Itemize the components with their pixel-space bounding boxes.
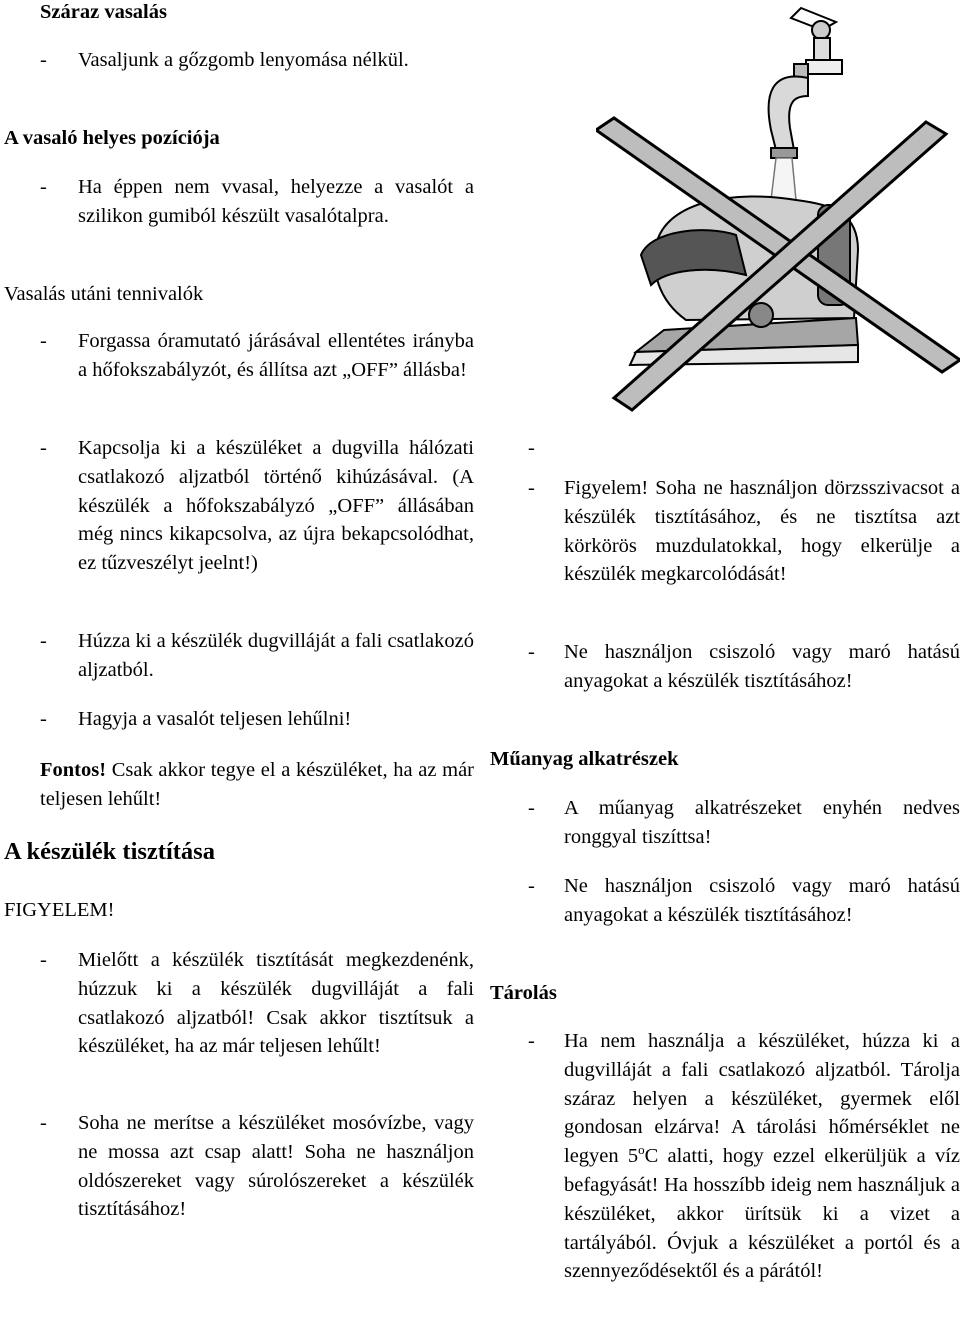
list-item: - Ha nem használja a készüléket, húzza ki a dugvilláját a fali csatlakozó aljzatból. Tárolja száraz helyen a készüléket, gyermek elől gondosan elzárva! A tárolási hőmérséklet ne legyen 5$^o$C alatti, hogy ezzel elkerüljük a víz befagyását! Ha hosszíbb ideig nem használjuk a készüléket, akkor ürítsük ki a vizet a tartályából. Óvjuk a készüléket a portól és a szennyeződésektől és a párától! <box>528 1030 960 1283</box>
important-label: Fontos! <box>40 759 107 781</box>
list-item: - Ha éppen nem vvasal, helyezze a vasalót a szilikon gumiból készült vasalótalpra. <box>40 176 474 227</box>
list-item: - Mielőtt a készülék tisztítását megkezdenénk, húzzuk ki a készülék dugvilláját a fali csatlakozó aljzatból! Csak akkor tisztítsuk a készüléket, ha az már teljesen lehűlt! <box>40 949 474 1058</box>
list-item: - A műanyag alkatrészeket enyhén nedves ronggyal tiszíttsa! <box>528 797 960 848</box>
heading-plastic-parts: Műanyag alkatrészek <box>490 748 679 770</box>
list-item: - Vasaljunk a gőzgomb lenyomása nélkül. <box>40 49 409 71</box>
heading-storage: Tárolás <box>490 982 557 1004</box>
iron-under-tap-crossed-icon <box>596 0 960 412</box>
list-item: - Ne használjon csiszoló vagy maró hatású anyagokat a készülék tisztításához! <box>528 641 960 692</box>
empty-list-item: - <box>528 437 535 459</box>
list-item: - Ne használjon csiszoló vagy maró hatású anyagokat a készülék tisztításához! <box>528 875 960 926</box>
important-note: Fontos! Csak akkor tegye el a készüléket, ha az már teljesen lehűlt! <box>40 759 474 810</box>
heading-dry-ironing: Száraz vasalás <box>40 1 167 23</box>
heading-iron-position: A vasaló helyes pozíciója <box>4 127 220 149</box>
heading-after-ironing: Vasalás utáni tennivalók <box>4 283 204 305</box>
list-item: - Húzza ki a készülék dugvilláját a fali csatlakozó aljzatból. <box>40 630 474 681</box>
list-item: - Kapcsolja ki a készüléket a dugvilla hálózati csatlakozó aljzatból történő kihúzásával. (A készülék a hőfokszabályzó „OFF” állásában még nincs kikapcsolva, az újra bekapcsolódhat, ez tűzveszélyt jeelnt!) <box>40 437 474 575</box>
heading-cleaning: A készülék tisztítása <box>4 838 215 865</box>
warning-label: FIGYELEM! <box>4 899 115 921</box>
list-item: - Forgassa óramutató járásával ellentétes irányba a hőfokszabályzót, és állítsa azt „OFF” állásba! <box>40 330 474 381</box>
list-item: - Hagyja a vasalót teljesen lehűlni! <box>40 708 352 730</box>
list-item: - Soha ne merítse a készüléket mosóvízbe, vagy ne mossa azt csap alatt! Soha ne használjon oldószereket vagy súrolószereket a készülék tisztításához! <box>40 1112 474 1221</box>
list-item: - Figyelem! Soha ne használjon dörzsszivacsot a készülék tisztításához, és ne tisztítsa azt körkörös muzdulatokkal, hogy elkerülje a készülék megkarcolódását! <box>528 477 960 586</box>
